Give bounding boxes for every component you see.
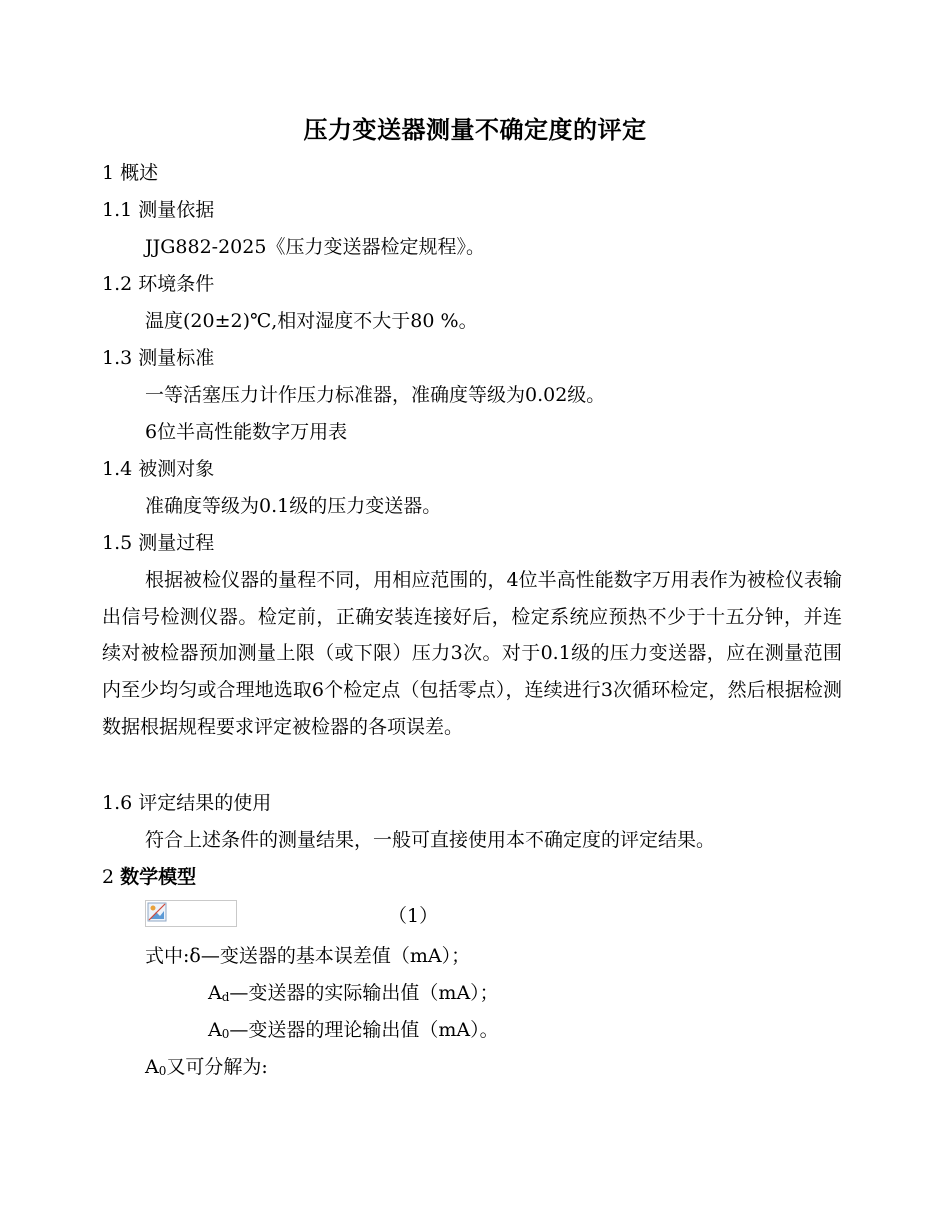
- formula-image: [145, 900, 237, 927]
- equation-number: （1）: [388, 905, 439, 927]
- section-2-title: 数学模型: [120, 866, 197, 888]
- where-a0-line: [208, 1016, 499, 1048]
- a0-subscript: 0: [221, 1027, 230, 1041]
- a0-symbol: A: [208, 1019, 222, 1041]
- section-1-6-heading: 1.6 评定结果的使用: [102, 792, 272, 814]
- section-1-6-text: 符合上述条件的测量结果，一般可直接使用本不确定度的评定结果。: [145, 829, 716, 851]
- section-1-3-line-1: 一等活塞压力计作压力标准器，准确度等级为0.02级。: [145, 384, 606, 406]
- ad-subscript: d: [221, 990, 230, 1004]
- decomp-subscript: 0: [158, 1064, 167, 1078]
- section-1-3-line-2: 6位半高性能数字万用表: [145, 421, 348, 443]
- section-2-number: 2: [102, 866, 121, 888]
- decomp-text: 又可分解为:: [166, 1056, 268, 1078]
- ad-symbol: A: [208, 982, 222, 1004]
- broken-image-icon: [147, 902, 167, 922]
- section-1-3-heading: 1.3 测量标准: [102, 347, 215, 369]
- where-delta-line: 式中:δ—变送器的基本误差值（mA）；: [145, 945, 471, 967]
- section-2-heading: [102, 863, 196, 891]
- page-title: 压力变送器测量不确定度的评定: [303, 116, 647, 144]
- section-1-1-heading: 1.1 测量依据: [102, 199, 215, 221]
- section-1-1-text: JJG882-2025《压力变送器检定规程》。: [145, 236, 485, 258]
- section-1-heading: 1 概述: [102, 162, 159, 184]
- section-1-2-text: 温度(20±2)℃,相对湿度不大于80 %。: [145, 310, 478, 332]
- a0-decomposition-line: [145, 1053, 268, 1085]
- section-1-2-heading: 1.2 环境条件: [102, 273, 215, 295]
- where-ad-line: [208, 979, 499, 1011]
- a0-description: —变送器的理论输出值（mA）。: [229, 1019, 499, 1041]
- decomp-symbol: A: [145, 1056, 159, 1078]
- section-1-4-text: 准确度等级为0.1级的压力变送器。: [145, 495, 442, 517]
- section-1-5-heading: 1.5 测量过程: [102, 532, 215, 554]
- section-1-5-paragraph: 根据被检仪器的量程不同，用相应范围的，4位半高性能数字万用表作为被检仪表输出信号检测仪器。检定前，正确安装连接好后，检定系统应预热不少于十五分钟，并连续对被检器预加测量上限（或下限）压力3次。对于0.1级的压力变送器，应在测量范围内至少均匀或合理地选取6个检定点（包括零点），连续进行3次循环检定，然后根据检测数据根据规程要求评定被检器的各项误差。: [102, 569, 842, 738]
- ad-description: —变送器的实际输出值（mA）；: [229, 982, 499, 1004]
- section-1-4-heading: 1.4 被测对象: [102, 458, 215, 480]
